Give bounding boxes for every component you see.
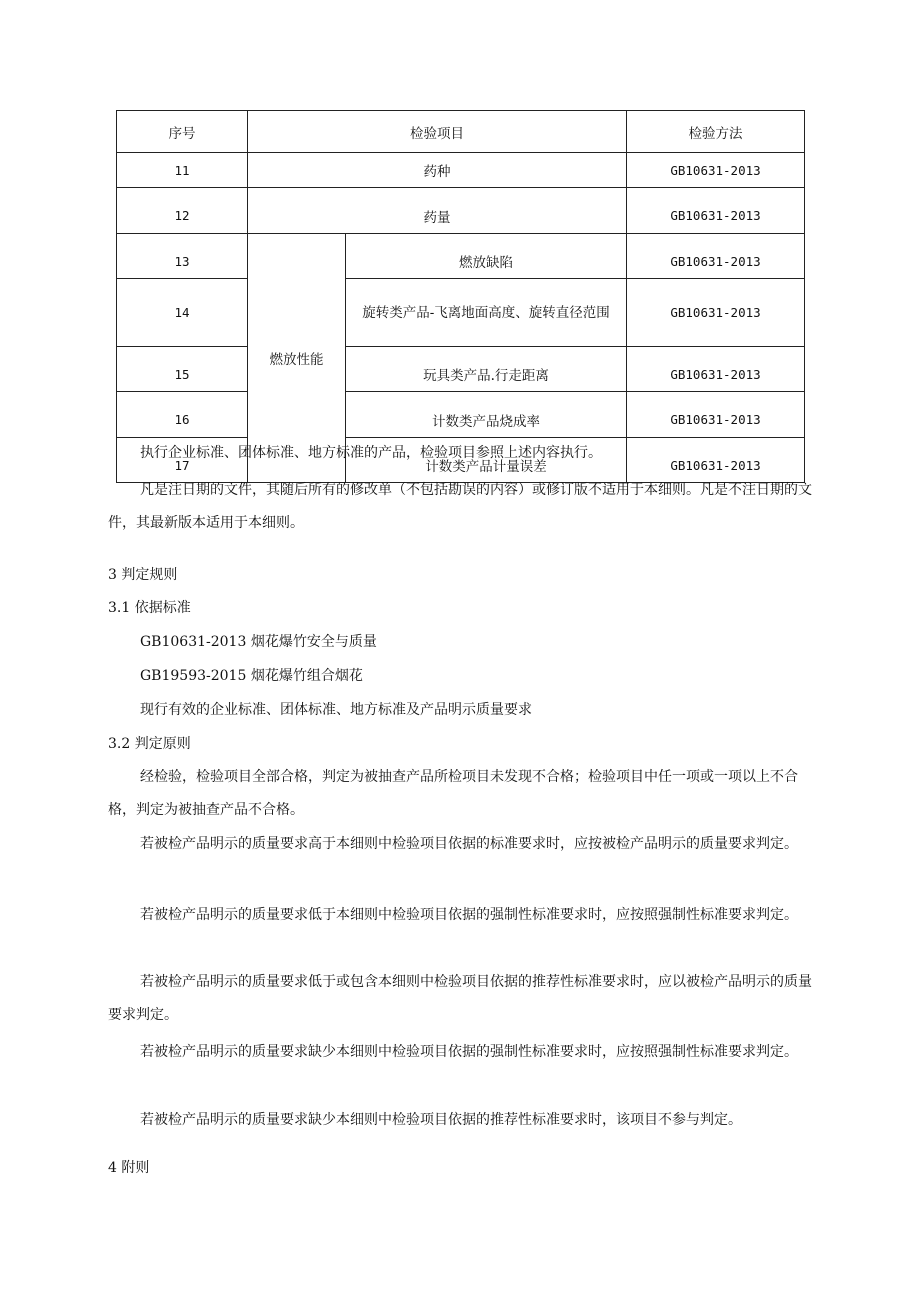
cell-seq: 16: [117, 392, 248, 438]
note-paragraph-2: 凡是注日期的文件，其随后所有的修改单（不包括勘误的内容）或修订版不适用于本细则。凡是不注日期的文件，其最新版本适用于本细则。: [108, 482, 812, 531]
cell-method: GB10631-2013: [627, 438, 805, 483]
table-row: [117, 234, 805, 279]
principle-paragraph: 若被检产品明示的质量要求低于或包含本细则中检验项目依据的推荐性标准要求时，应以被检产品明示的质量要求判定。: [108, 974, 812, 1023]
table-header-row: [117, 111, 805, 153]
principle-paragraph: 若被检产品明示的质量要求高于本细则中检验项目依据的标准要求时，应按被检产品明示的质量要求判定。: [140, 836, 798, 852]
standard-item: 现行有效的企业标准、团体标准、地方标准及产品明示质量要求: [140, 702, 532, 718]
cell-seq: 14: [117, 279, 248, 347]
header-seq: 序号: [117, 111, 248, 153]
principle-paragraph: 若被检产品明示的质量要求缺少本细则中检验项目依据的强制性标准要求时，应按照强制性标准要求判定。: [140, 1044, 798, 1060]
table-row: [117, 392, 805, 438]
cell-seq: 13: [117, 234, 248, 279]
cell-method: GB10631-2013: [627, 234, 805, 279]
section-4-title: 4 附则: [108, 1160, 150, 1176]
section-3-title: 3 判定规则: [108, 567, 178, 583]
cell-item: 燃放缺陷: [346, 234, 627, 279]
standard-item: GB10631-2013 烟花爆竹安全与质量: [140, 634, 377, 650]
cell-item: 计数类产品烧成率: [346, 392, 627, 438]
group-label-cell: 燃放性能: [248, 234, 346, 483]
cell-method: GB10631-2013: [627, 188, 805, 234]
cell-method: GB10631-2013: [627, 392, 805, 438]
cell-method: GB10631-2013: [627, 347, 805, 392]
cell-method: GB10631-2013: [627, 279, 805, 347]
cell-seq: 12: [117, 188, 248, 234]
standard-item: GB19593-2015 烟花爆竹组合烟花: [140, 668, 363, 684]
principle-paragraph: 若被检产品明示的质量要求缺少本细则中检验项目依据的推荐性标准要求时，该项目不参与判定。: [140, 1112, 742, 1128]
note-paragraph-1: 执行企业标准、团体标准、地方标准的产品，检验项目参照上述内容执行。: [140, 445, 602, 461]
table-row: [117, 279, 805, 347]
inspection-table: [116, 110, 805, 483]
principle-paragraph: 经检验，检验项目全部合格，判定为被抽查产品所检项目未发现不合格；检验项目中任一项或一项以上不合格，判定为被抽查产品不合格。: [108, 769, 798, 818]
cell-item: 玩具类产品.行走距离: [346, 347, 627, 392]
cell-seq: 11: [117, 153, 248, 188]
header-item: 检验项目: [248, 111, 627, 153]
table-row: [117, 188, 805, 234]
cell-seq: 15: [117, 347, 248, 392]
header-method: 检验方法: [627, 111, 805, 153]
section-3-2-title: 3.2 判定原则: [108, 736, 191, 752]
cell-item: 药种: [248, 153, 627, 188]
cell-item: 计数类产品计量误差: [346, 438, 627, 483]
section-3-1-title: 3.1 依据标准: [108, 600, 191, 616]
cell-item: 药量: [248, 188, 627, 234]
cell-method: GB10631-2013: [627, 153, 805, 188]
table-row: [117, 347, 805, 392]
principle-paragraph: 若被检产品明示的质量要求低于本细则中检验项目依据的强制性标准要求时，应按照强制性标准要求判定。: [140, 907, 798, 923]
table-row: [117, 153, 805, 188]
cell-item: 旋转类产品-飞离地面高度、旋转直径范围: [346, 279, 627, 347]
cell-seq: 17: [117, 438, 248, 483]
